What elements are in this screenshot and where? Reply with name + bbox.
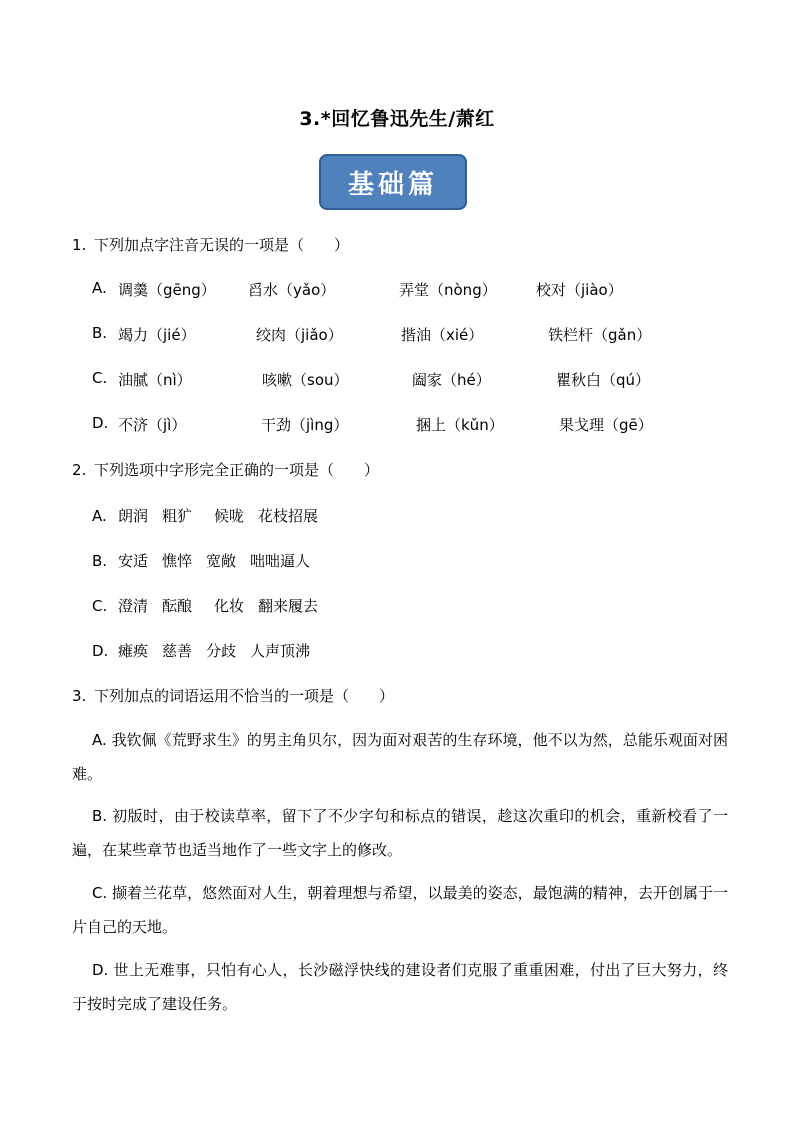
option-letter: D. [92,414,109,432]
question-text: 下列选项中字形完全正确的一项是（ ） [94,461,380,479]
option-word: 分歧 [206,642,237,660]
page-title: 3.*回忆鲁迅先生/萧红 [299,108,495,130]
section-badge: 基础篇 [319,154,467,210]
option-word: 酝酿 [162,597,193,615]
option-word: 粗犷 [162,507,193,525]
option-item: 阖家（hé） [412,371,491,389]
question-2-option-c [92,595,332,616]
option-letter: B. [92,552,108,570]
option-item: 揩油（xié） [401,326,484,344]
option-word: 人声顶沸 [250,642,311,660]
option-word: 慈善 [162,642,193,660]
question-1-stem [72,234,349,255]
option-item: 瞿秋白（qú） [556,371,651,389]
option-item: 竭力（jié） [118,326,196,344]
option-letter: B. [92,324,108,342]
question-text: 下列加点的词语运用不恰当的一项是（ ） [94,687,395,705]
option-item: 捆上（kǔn） [416,416,504,434]
option-word: 澄清 [118,597,149,615]
option-word: 咄咄逼人 [250,552,311,570]
option-letter: A. [92,507,107,525]
option-item: 干劲（jìng） [261,416,349,434]
question-2-option-d [92,640,324,661]
question-2-option-a [92,505,332,526]
option-word: 候咙 [214,507,245,525]
option-word: 化妆 [214,597,245,615]
option-word: 朗润 [118,507,149,525]
option-word: 瘫痪 [118,642,149,660]
question-3-stem [72,685,394,706]
option-word: 憔悴 [162,552,193,570]
option-word: 宽敞 [206,552,237,570]
option-word: 安适 [118,552,149,570]
option-item: 调羹（gēng） [118,281,216,299]
option-item: 油腻（nì） [118,371,192,389]
question-3-option-d: D. 世上无难事，只怕有心人，长沙磁浮快线的建设者们克服了重重困难，付出了巨大努力，终于按时完成了建设任务。 [72,961,728,1013]
option-item: 果戈理（gē） [559,416,653,434]
option-item: 不济（jì） [118,416,187,434]
option-word: 翻来履去 [258,597,319,615]
option-item: 铁栏杆（gǎn） [548,326,652,344]
option-word: 花枝招展 [258,507,319,525]
question-text: 下列加点字注音无误的一项是（ ） [94,236,350,254]
question-3-option-a: A. 我钦佩《荒野求生》的男主角贝尔，因为面对艰苦的生存环境，他不以为然，总能乐观面对困难。 [72,731,728,783]
option-letter: A. [92,279,107,297]
option-item: 弄堂（nòng） [399,281,497,299]
question-number: 2. [72,461,87,479]
option-letter: C. [92,369,108,387]
question-3-option-c: C. 撷着兰花草，悠然面对人生，朝着理想与希望，以最美的姿态，最饱满的精神，去开创属于一片自己的天地。 [72,884,728,936]
question-3-option-b: B. 初版时，由于校读草率，留下了不少字句和标点的错误，趁这次重印的机会，重新校看了一遍，在某些章节也适当地作了一些文字上的修改。 [72,807,728,859]
option-item: 绞肉（jiǎo） [256,326,343,344]
option-item: 校对（jiào） [536,281,623,299]
option-item: 舀水（yǎo） [248,281,336,299]
question-number: 1. [72,236,87,254]
question-2-option-b [92,550,324,571]
question-number: 3. [72,687,87,705]
question-2-stem [72,459,379,480]
option-item: 咳嗽（sou） [262,371,349,389]
option-letter: D. [92,642,109,660]
option-letter: C. [92,597,108,615]
